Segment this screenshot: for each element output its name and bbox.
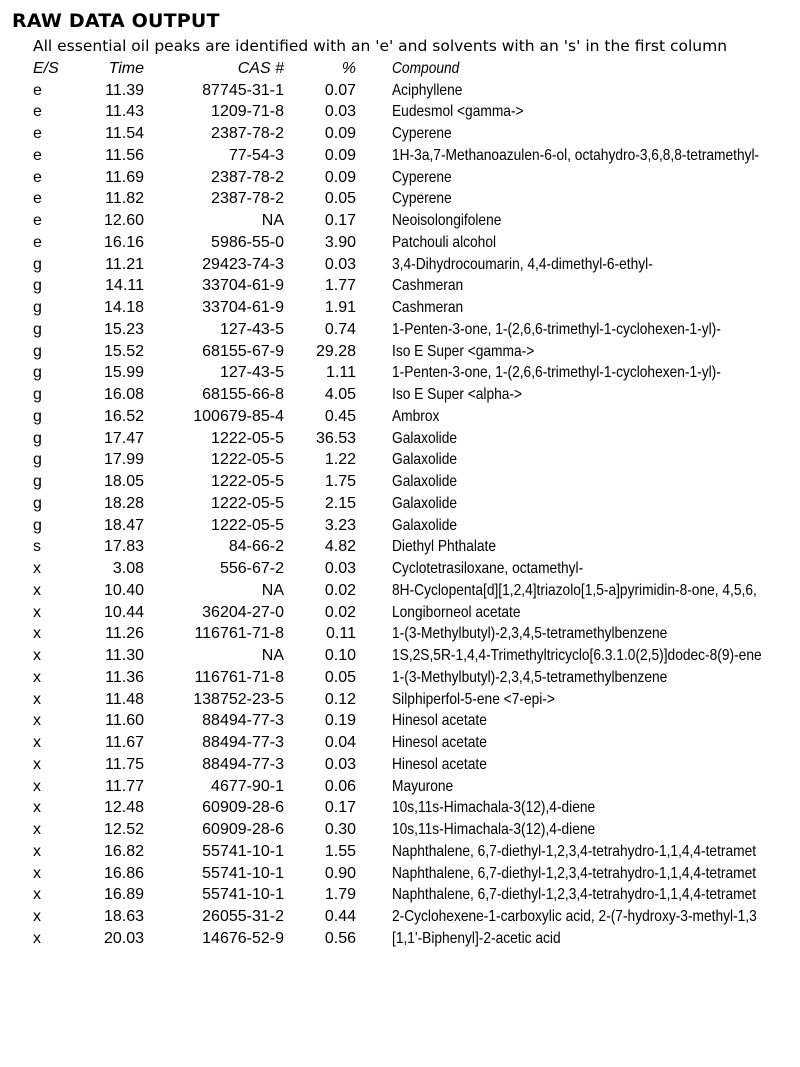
cell-time: 18.28 xyxy=(103,494,144,512)
cell-cas: 60909-28-6 xyxy=(202,799,284,817)
cell-es: x xyxy=(33,929,41,947)
table-row xyxy=(0,493,800,515)
cell-cas: 4677-90-1 xyxy=(211,777,284,795)
cell-es: x xyxy=(33,734,41,752)
table-row xyxy=(0,884,800,906)
table-row xyxy=(0,754,800,776)
cell-percent: 0.17 xyxy=(324,212,356,230)
cell-time: 17.99 xyxy=(103,451,144,469)
cell-cas: 1222-05-5 xyxy=(211,429,284,447)
cell-cas: 55741-10-1 xyxy=(202,842,284,860)
cell-cas: 88494-77-3 xyxy=(202,712,284,730)
table-row xyxy=(0,101,800,123)
cell-cas: NA xyxy=(261,581,284,599)
cell-compound: Cyperene xyxy=(392,190,452,208)
cell-time: 12.60 xyxy=(103,212,144,230)
cell-cas: NA xyxy=(261,212,284,230)
cell-compound: Cyperene xyxy=(392,125,452,143)
cell-compound: 1-(3-Methylbutyl)-2,3,4,5-tetramethylbenzene xyxy=(392,625,668,643)
cell-percent: 2.15 xyxy=(324,494,356,512)
cell-es: g xyxy=(33,299,42,317)
cell-es: g xyxy=(33,342,42,360)
table-row xyxy=(0,580,800,602)
cell-compound: Cyperene xyxy=(392,168,452,186)
cell-cas: 1222-05-5 xyxy=(211,451,284,469)
cell-time: 11.60 xyxy=(105,712,144,730)
cell-time: 16.16 xyxy=(103,233,144,251)
cell-percent: 0.05 xyxy=(324,668,356,686)
table-row xyxy=(0,406,800,428)
cell-es: e xyxy=(33,81,42,99)
cell-time: 11.48 xyxy=(105,690,144,708)
cell-es: x xyxy=(33,864,41,882)
cell-time: 11.67 xyxy=(105,734,144,752)
cell-time: 11.39 xyxy=(105,81,144,99)
cell-cas: 5986-55-0 xyxy=(211,233,284,251)
table-row xyxy=(0,123,800,145)
cell-percent: 0.03 xyxy=(324,755,356,773)
table-row xyxy=(0,928,800,950)
cell-time: 17.83 xyxy=(103,538,144,556)
cell-time: 10.40 xyxy=(103,581,144,599)
cell-es: e xyxy=(33,233,42,251)
cell-es: g xyxy=(33,473,42,491)
table-row xyxy=(0,319,800,341)
cell-percent: 0.09 xyxy=(324,146,356,164)
table-row xyxy=(0,275,800,297)
cell-compound: Hinesol acetate xyxy=(392,734,487,752)
table-row xyxy=(0,710,800,732)
cell-time: 14.11 xyxy=(105,277,144,295)
table-row xyxy=(0,428,800,450)
cell-es: e xyxy=(33,146,42,164)
cell-compound: Galaxolide xyxy=(392,473,458,491)
cell-compound: Cashmeran xyxy=(392,277,464,295)
cell-time: 11.56 xyxy=(105,146,144,164)
cell-cas: 2387-78-2 xyxy=(211,125,284,143)
table-row xyxy=(0,689,800,711)
cell-cas: NA xyxy=(261,647,284,665)
cell-es: g xyxy=(33,429,42,447)
cell-percent: 36.53 xyxy=(315,429,356,447)
cell-cas: 33704-61-9 xyxy=(202,277,284,295)
cell-time: 11.30 xyxy=(105,647,144,665)
cell-compound: Galaxolide xyxy=(392,451,458,469)
table-row xyxy=(0,167,800,189)
cell-time: 16.08 xyxy=(103,386,144,404)
cell-cas: 116761-71-8 xyxy=(194,625,284,643)
cell-compound: 1H-3a,7-Methanoazulen-6-ol, octahydro-3,6,8,8-tetramethyl- xyxy=(392,146,760,164)
table-row xyxy=(0,623,800,645)
cell-compound: Naphthalene, 6,7-diethyl-1,2,3,4-tetrahydro-1,1,4,4-tetramet xyxy=(392,886,757,904)
cell-cas: 87745-31-1 xyxy=(202,81,284,99)
cell-compound: [1,1'-Biphenyl]-2-acetic acid xyxy=(392,929,561,947)
cell-es: e xyxy=(33,190,42,208)
cell-time: 11.69 xyxy=(105,168,144,186)
cell-es: g xyxy=(33,494,42,512)
cell-time: 20.03 xyxy=(103,929,144,947)
cell-compound: 3,4-Dihydrocoumarin, 4,4-dimethyl-6-ethyl- xyxy=(392,255,653,273)
table-row xyxy=(0,863,800,885)
cell-es: g xyxy=(33,386,42,404)
cell-cas: 33704-61-9 xyxy=(202,299,284,317)
cell-percent: 3.23 xyxy=(324,516,356,534)
cell-compound: 8H-Cyclopenta[d][1,2,4]triazolo[1,5-a]pyrimidin-8-one, 4,5,6, xyxy=(392,581,757,599)
cell-cas: 68155-66-8 xyxy=(202,386,284,404)
cell-cas: 127-43-5 xyxy=(219,320,284,338)
cell-cas: 1222-05-5 xyxy=(211,516,284,534)
cell-percent: 0.09 xyxy=(324,125,356,143)
cell-percent: 4.82 xyxy=(324,538,356,556)
table-row xyxy=(0,297,800,319)
column-header-time: Time xyxy=(108,60,144,77)
cell-cas: 68155-67-9 xyxy=(202,342,284,360)
cell-compound: Ambrox xyxy=(392,407,440,425)
cell-compound: Hinesol acetate xyxy=(392,712,487,730)
cell-cas: 36204-27-0 xyxy=(202,603,284,621)
cell-percent: 4.05 xyxy=(324,386,356,404)
table-row xyxy=(0,449,800,471)
cell-es: g xyxy=(33,516,42,534)
cell-time: 18.05 xyxy=(103,473,144,491)
cell-compound: Eudesmol <gamma-> xyxy=(392,103,524,121)
cell-compound: Galaxolide xyxy=(392,429,458,447)
cell-es: x xyxy=(33,755,41,773)
cell-cas: 127-43-5 xyxy=(219,364,284,382)
cell-es: e xyxy=(33,168,42,186)
cell-percent: 0.03 xyxy=(324,103,356,121)
cell-es: x xyxy=(33,603,41,621)
cell-cas: 55741-10-1 xyxy=(202,864,284,882)
cell-es: x xyxy=(33,842,41,860)
cell-compound: 2-Cyclohexene-1-carboxylic acid, 2-(7-hydroxy-3-methyl-1,3 xyxy=(392,908,757,926)
cell-es: x xyxy=(33,668,41,686)
cell-percent: 0.30 xyxy=(324,821,356,839)
table-row xyxy=(0,797,800,819)
table-row xyxy=(0,188,800,210)
cell-compound: Hinesol acetate xyxy=(392,755,487,773)
cell-cas: 14676-52-9 xyxy=(202,929,284,947)
cell-percent: 0.10 xyxy=(324,647,356,665)
cell-es: x xyxy=(33,560,41,578)
page-title: RAW DATA OUTPUT xyxy=(12,10,220,32)
cell-percent: 0.04 xyxy=(324,734,356,752)
cell-compound: Naphthalene, 6,7-diethyl-1,2,3,4-tetrahydro-1,1,4,4-tetramet xyxy=(392,842,757,860)
cell-cas: 138752-23-5 xyxy=(193,690,284,708)
cell-percent: 0.06 xyxy=(324,777,356,795)
cell-cas: 26055-31-2 xyxy=(202,908,284,926)
table-row xyxy=(0,232,800,254)
cell-es: x xyxy=(33,886,41,904)
cell-time: 16.82 xyxy=(103,842,144,860)
cell-percent: 0.44 xyxy=(324,908,356,926)
cell-percent: 0.09 xyxy=(324,168,356,186)
cell-compound: Silphiperfol-5-ene <7-epi-> xyxy=(392,690,555,708)
cell-percent: 0.74 xyxy=(324,320,356,338)
table-row xyxy=(0,145,800,167)
cell-percent: 1.79 xyxy=(324,886,356,904)
cell-es: e xyxy=(33,212,42,230)
cell-time: 12.52 xyxy=(103,821,144,839)
cell-compound: Cashmeran xyxy=(392,299,464,317)
cell-compound: Galaxolide xyxy=(392,494,458,512)
cell-time: 11.82 xyxy=(105,190,144,208)
cell-es: x xyxy=(33,581,41,599)
cell-percent: 0.03 xyxy=(324,255,356,273)
cell-compound: Patchouli alcohol xyxy=(392,233,497,251)
column-header-cas: CAS # xyxy=(237,60,284,77)
cell-es: x xyxy=(33,821,41,839)
table-row xyxy=(0,362,800,384)
table-row xyxy=(0,602,800,624)
cell-cas: 1222-05-5 xyxy=(211,494,284,512)
table-row xyxy=(0,254,800,276)
cell-cas: 29423-74-3 xyxy=(202,255,284,273)
cell-compound: 10s,11s-Himachala-3(12),4-diene xyxy=(392,821,596,839)
cell-percent: 0.12 xyxy=(324,690,356,708)
cell-es: g xyxy=(33,255,42,273)
cell-time: 11.43 xyxy=(105,103,144,121)
table-row xyxy=(0,776,800,798)
cell-es: g xyxy=(33,320,42,338)
cell-percent: 1.77 xyxy=(324,277,356,295)
cell-time: 12.48 xyxy=(103,799,144,817)
cell-compound: Diethyl Phthalate xyxy=(392,538,497,556)
table-row xyxy=(0,515,800,537)
cell-time: 10.44 xyxy=(103,603,144,621)
cell-cas: 2387-78-2 xyxy=(211,168,284,186)
cell-time: 14.18 xyxy=(103,299,144,317)
cell-time: 11.75 xyxy=(105,755,144,773)
table-row xyxy=(0,732,800,754)
cell-percent: 0.45 xyxy=(324,407,356,425)
cell-compound: 1-(3-Methylbutyl)-2,3,4,5-tetramethylbenzene xyxy=(392,668,668,686)
cell-compound: Neoisolongifolene xyxy=(392,212,502,230)
cell-cas: 88494-77-3 xyxy=(202,755,284,773)
cell-percent: 0.90 xyxy=(324,864,356,882)
cell-es: e xyxy=(33,125,42,143)
cell-cas: 556-67-2 xyxy=(219,560,284,578)
cell-time: 11.54 xyxy=(105,125,144,143)
cell-es: e xyxy=(33,103,42,121)
cell-cas: 60909-28-6 xyxy=(202,821,284,839)
cell-compound: Iso E Super <gamma-> xyxy=(392,342,535,360)
cell-compound: Galaxolide xyxy=(392,516,458,534)
table-row xyxy=(0,645,800,667)
cell-es: x xyxy=(33,799,41,817)
column-header-percent: % xyxy=(341,60,356,77)
cell-cas: 55741-10-1 xyxy=(202,886,284,904)
cell-es: x xyxy=(33,647,41,665)
cell-es: g xyxy=(33,451,42,469)
cell-cas: 88494-77-3 xyxy=(202,734,284,752)
cell-percent: 1.22 xyxy=(324,451,356,469)
cell-percent: 0.11 xyxy=(326,625,356,643)
table-row xyxy=(0,80,800,102)
cell-percent: 0.05 xyxy=(324,190,356,208)
cell-cas: 116761-71-8 xyxy=(194,668,284,686)
cell-percent: 0.03 xyxy=(324,560,356,578)
cell-compound: Iso E Super <alpha-> xyxy=(392,386,523,404)
cell-es: x xyxy=(33,908,41,926)
cell-cas: 1209-71-8 xyxy=(211,103,284,121)
cell-percent: 1.75 xyxy=(324,473,356,491)
cell-percent: 1.11 xyxy=(326,364,356,382)
cell-compound: Naphthalene, 6,7-diethyl-1,2,3,4-tetrahydro-1,1,4,4-tetramet xyxy=(392,864,757,882)
table-header xyxy=(0,58,800,80)
cell-time: 3.08 xyxy=(112,560,144,578)
cell-es: g xyxy=(33,364,42,382)
table-row xyxy=(0,536,800,558)
cell-time: 17.47 xyxy=(103,429,144,447)
cell-compound: 1-Penten-3-one, 1-(2,6,6-trimethyl-1-cyclohexen-1-yl)- xyxy=(392,320,721,338)
cell-time: 11.77 xyxy=(105,777,144,795)
cell-cas: 84-66-2 xyxy=(228,538,284,556)
cell-cas: 1222-05-5 xyxy=(211,473,284,491)
cell-compound: Mayurone xyxy=(392,777,454,795)
cell-es: g xyxy=(33,277,42,295)
cell-time: 18.63 xyxy=(103,908,144,926)
cell-time: 11.21 xyxy=(105,255,144,273)
cell-compound: Longiborneol acetate xyxy=(392,603,521,621)
table-row xyxy=(0,558,800,580)
table-row xyxy=(0,341,800,363)
cell-time: 15.99 xyxy=(103,364,144,382)
cell-compound: 10s,11s-Himachala-3(12),4-diene xyxy=(392,799,596,817)
cell-compound: Aciphyllene xyxy=(392,81,463,99)
page-subtitle: All essential oil peaks are identified with an 'e' and solvents with an 's' in the first column xyxy=(33,37,728,55)
cell-time: 15.23 xyxy=(103,320,144,338)
cell-cas: 2387-78-2 xyxy=(211,190,284,208)
table-row xyxy=(0,819,800,841)
cell-cas: 77-54-3 xyxy=(228,146,284,164)
cell-percent: 0.02 xyxy=(324,581,356,599)
cell-percent: 0.17 xyxy=(324,799,356,817)
cell-percent: 3.90 xyxy=(324,233,356,251)
cell-time: 16.86 xyxy=(103,864,144,882)
cell-es: s xyxy=(33,538,41,556)
cell-es: x xyxy=(33,712,41,730)
cell-es: x xyxy=(33,625,41,643)
cell-compound: 1S,2S,5R-1,4,4-Trimethyltricyclo[6.3.1.0(2,5)]dodec-8(9)-ene xyxy=(392,647,762,665)
cell-time: 16.52 xyxy=(103,407,144,425)
cell-percent: 1.55 xyxy=(324,842,356,860)
cell-time: 11.26 xyxy=(105,625,144,643)
cell-compound: 1-Penten-3-one, 1-(2,6,6-trimethyl-1-cyclohexen-1-yl)- xyxy=(392,364,721,382)
cell-time: 18.47 xyxy=(103,516,144,534)
cell-percent: 29.28 xyxy=(315,342,356,360)
table-row xyxy=(0,384,800,406)
cell-time: 15.52 xyxy=(103,342,144,360)
cell-time: 16.89 xyxy=(103,886,144,904)
cell-percent: 0.19 xyxy=(324,712,356,730)
cell-time: 11.36 xyxy=(105,668,144,686)
table-row xyxy=(0,667,800,689)
cell-percent: 0.02 xyxy=(324,603,356,621)
column-header-es: E/S xyxy=(33,60,59,77)
cell-cas: 100679-85-4 xyxy=(193,407,284,425)
cell-percent: 1.91 xyxy=(324,299,356,317)
table-row xyxy=(0,471,800,493)
table-row xyxy=(0,841,800,863)
cell-percent: 0.07 xyxy=(324,81,356,99)
table-row xyxy=(0,906,800,928)
cell-percent: 0.56 xyxy=(324,929,356,947)
column-header-compound: Compound xyxy=(392,60,460,77)
cell-es: g xyxy=(33,407,42,425)
table-row xyxy=(0,210,800,232)
cell-compound: Cyclotetrasiloxane, octamethyl- xyxy=(392,560,584,578)
cell-es: x xyxy=(33,690,41,708)
cell-es: x xyxy=(33,777,41,795)
